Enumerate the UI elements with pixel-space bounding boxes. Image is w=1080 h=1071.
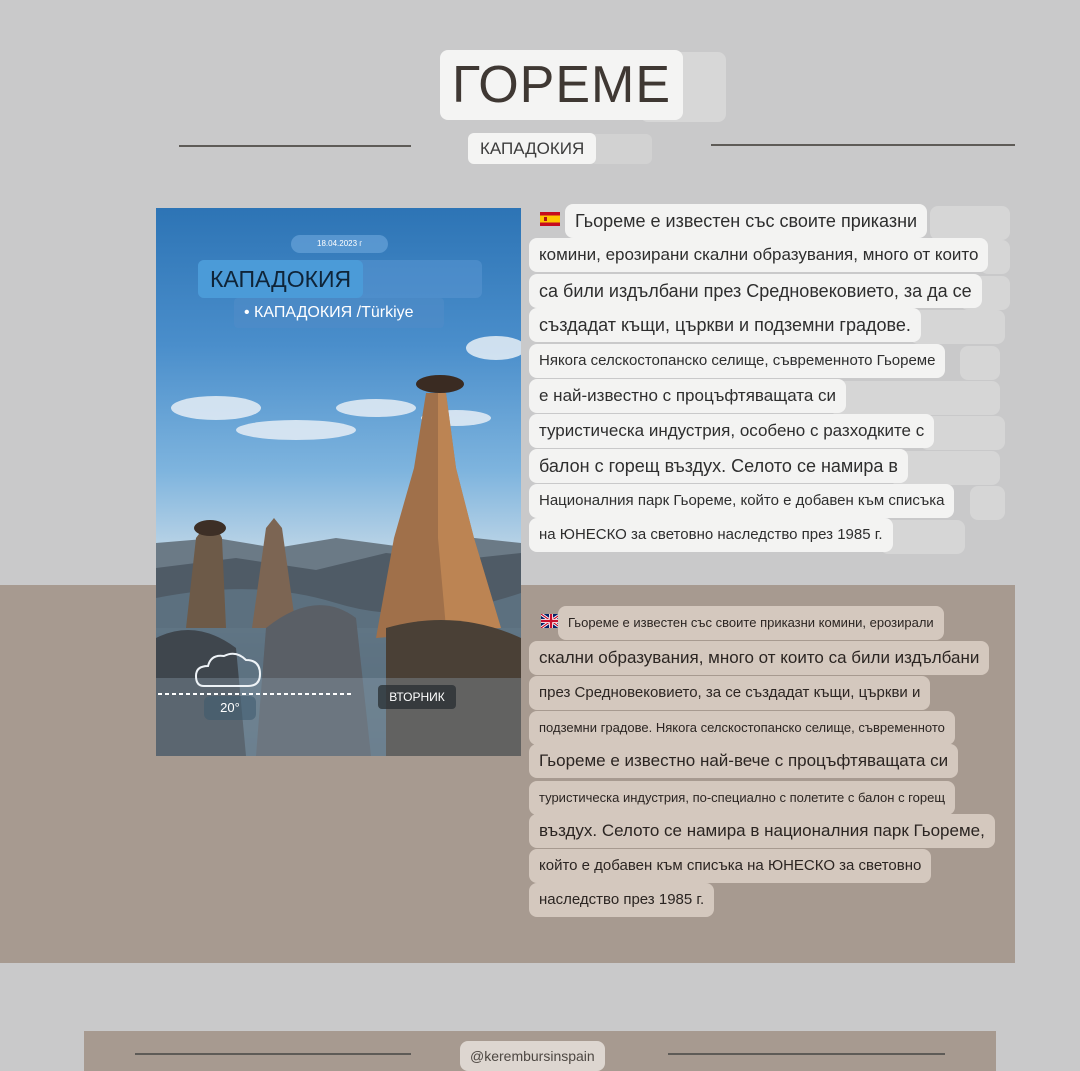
text-line: Гьореме е известно най-вече с процъфтяващата си [529, 744, 958, 778]
line-shadow [910, 310, 1005, 344]
text-line: наследство през 1985 г. [529, 883, 714, 917]
text-line: е най-известно с процъфтяващата си [529, 379, 846, 413]
photo-weekday: ВТОРНИК [378, 685, 456, 709]
text-line: Националния парк Гьореме, който е добавен към списъка [529, 484, 954, 518]
line-shadow [930, 206, 1010, 240]
text-line: Гьореме е известен със своите приказни комини, ерозирали [558, 606, 944, 640]
line-shadow [830, 381, 1000, 415]
text-line: туристическа индустрия, по-специално с полетите с балон с горещ [529, 781, 955, 815]
line-shadow [960, 346, 1000, 380]
page-title: ГОРЕМЕ [440, 50, 683, 120]
spain-flag-icon [540, 212, 560, 226]
text-line: Някога селскостопанско селище, съвременното Гьореме [529, 344, 945, 378]
text-line: създадат къщи, църкви и подземни градове. [529, 308, 921, 342]
text-line: на ЮНЕСКО за световно наследство през 1985 г. [529, 518, 893, 552]
page-subtitle: КАПАДОКИЯ [468, 133, 596, 164]
footer-divider-left [135, 1053, 411, 1055]
photo-title: КАПАДОКИЯ [198, 260, 363, 298]
line-shadow [970, 486, 1005, 520]
subtitle-shadow [590, 134, 652, 164]
text-line: подземни градове. Някога селскостопанско селище, съвременното [529, 711, 955, 745]
photo-location: • КАПАДОКИЯ /Türkiye [234, 298, 444, 328]
photo-date: 18.04.2023 г [291, 235, 388, 253]
text-line: са били издълбани през Средновековието, за да се [529, 274, 982, 308]
text-line: скални образувания, много от които са били издълбани [529, 641, 989, 675]
header-divider-right [711, 144, 1015, 146]
footer-divider-right [668, 1053, 945, 1055]
text-line: туристическа индустрия, особено с разходките с [529, 414, 934, 448]
photo-temperature: 20° [204, 696, 256, 720]
text-line: който е добавен към списъка на ЮНЕСКО за световно [529, 849, 931, 883]
cappadocia-photo [156, 208, 521, 756]
text-line: въздух. Селото се намира в националния парк Гьореме, [529, 814, 995, 848]
author-handle[interactable]: @kerembursinspain [460, 1041, 605, 1071]
header-divider-left [179, 145, 411, 147]
text-line: през Средновековието, за се създадат къщи, църкви и [529, 676, 930, 710]
text-line: комини, ерозирани скални образувания, много от които [529, 238, 988, 272]
text-line: балон с горещ въздух. Селото се намира в [529, 449, 908, 483]
line-shadow [880, 520, 965, 554]
text-line: Гьореме е известен със своите приказни [565, 204, 927, 238]
